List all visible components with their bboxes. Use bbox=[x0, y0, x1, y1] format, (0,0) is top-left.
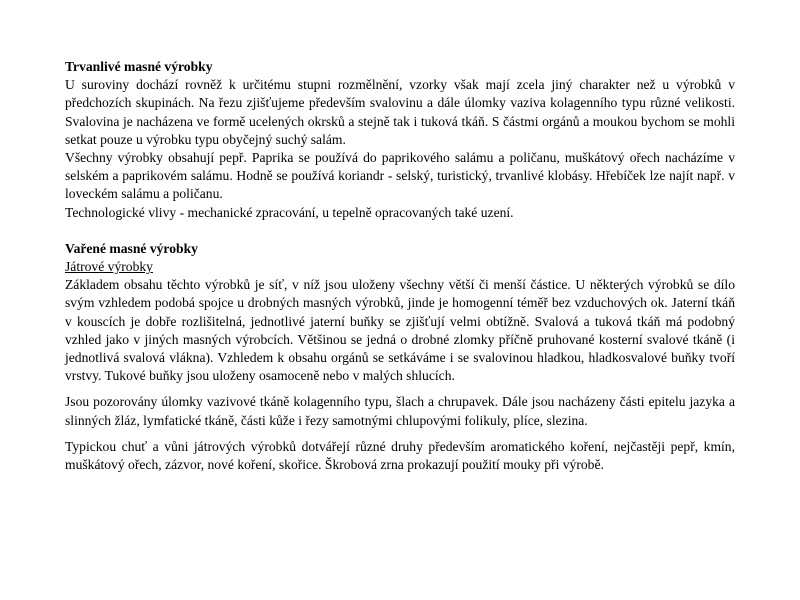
paragraph-liver-spices: Typickou chuť a vůni játrových výrobků dotvářejí různé druhy především aromatického koření, nejčastěji pepř, kmín, muškátový ořech, zázvor, nové koření, skořice. Škrobová zrna prokazují použití mouky při výrobě. bbox=[65, 438, 735, 473]
section-heading-durable-meat-products: Trvanlivé masné výrobky bbox=[65, 59, 213, 74]
section-spacer bbox=[65, 222, 735, 240]
paragraph-raw-material: U suroviny dochází rovněž k určitému stupni rozmělnění, vzorky však mají zcela jiný charakter než u výrobků v předchozích skupinách. Na řezu zjišťujeme především svalovinu a dále úlomky vaziva kolagenního typu různé velikosti. Svalovina je nacházena ve formě ucelených okrsků a stejně tak i tuková tkáň. S částmi orgánů a moukou bychom se mohli setkat pouze u výrobku typu obyčejný suchý salám. bbox=[65, 77, 735, 147]
subheading-liver-products: Játrové výrobky bbox=[65, 259, 153, 275]
paragraph-liver-structure: Základem obsahu těchto výrobků je síť, v níž jsou uloženy všechny větší či menší částice. U některých výrobků se dílo svým vzhledem podobá spojce u drobných masných výrobků, jinde je homogenní téměř bez vzduchových ok. Jaterní tkáň v kouscích je dobře rozlišitelná, jednotlivé jaterní buňky se zjišťují velmi obtížně. Svalová a tuková tkáň má podobný vzhled jako v jiných masných výrobcích. Většinou se jedná o drobné zlomky příčně pruhované kosterní svalové tkáně (i jednotlivá svalová vlákna). Vzhledem k obsahu orgánů se setkáváme i se svalovinou hladkou, hladkosvalové buňky tvoří vrstvy. Tukové buňky jsou uloženy osamoceně nebo v malých shlucích. bbox=[65, 277, 735, 384]
paragraph-technological-influences: Technologické vlivy - mechanické zpracování, u tepelně opracovaných také uzení. bbox=[65, 204, 514, 220]
paragraph-spices: Všechny výrobky obsahují pepř. Paprika se používá do paprikového salámu a poličanu, muškátový ořech nacházíme v selském a paprikovém salámu. Hodně se používá koriandr - selský, turistický, trvanlivé klobásy. Hřebíček lze najít např. v loveckém salámu a poličanu. bbox=[65, 150, 735, 202]
document-page bbox=[65, 58, 735, 474]
paragraph-connective-tissue: Jsou pozorovány úlomky vazivové tkáně kolagenního typu, šlach a chrupavek. Dále jsou nacházeny části epitelu jazyka a slinných žláz, lymfatické tkáně, části kůže i řezy samotnými chlupovými folikuly, plíce, slezina. bbox=[65, 394, 735, 428]
section-heading-cooked-meat-products: Vařené masné výrobky bbox=[65, 240, 198, 256]
